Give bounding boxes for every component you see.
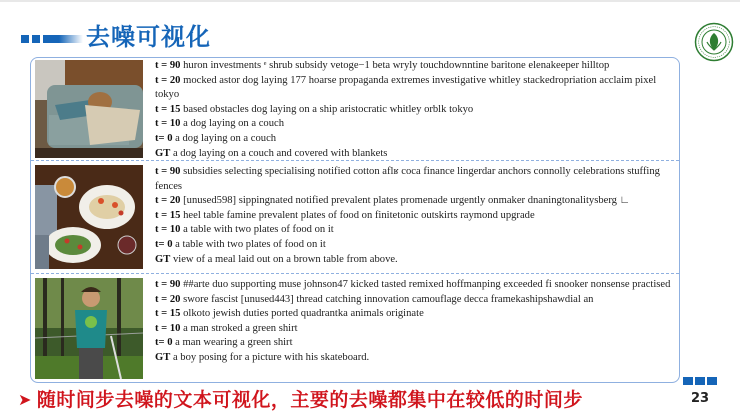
boy-with-skateboard-image	[35, 278, 143, 379]
caption-text: a dog laying on a couch and covered with blankets	[170, 147, 388, 159]
caption-text: heel table famine prevalent plates of food on finitetonic outskirts raymond upgrade	[180, 209, 535, 221]
page-number-decoration	[683, 377, 717, 385]
caption-line	[155, 117, 673, 132]
caption-text: a table with two plates of food on it	[172, 238, 326, 250]
caption-line	[155, 209, 673, 224]
deco-square	[683, 377, 693, 385]
dog-on-couch-image	[35, 60, 143, 158]
examples-panel	[30, 57, 680, 383]
timestep-label: t = 90	[155, 279, 181, 290]
caption-line	[155, 307, 673, 322]
example-row-dog	[31, 58, 679, 158]
caption-text: subsidies selecting specialising notified cotton aflʁ coca finance lingerdar anchors connolly celebrations stuffing fences	[155, 166, 660, 192]
ground-truth-label: GT	[155, 351, 171, 363]
caption-text: a dog laying on a couch	[180, 118, 285, 130]
timestep-label: t = 90	[155, 166, 181, 177]
caption-line	[155, 336, 673, 351]
timestep-label: t= 0	[155, 337, 173, 349]
title-decoration	[21, 34, 83, 44]
caption-line	[155, 238, 673, 253]
caption-text: mocked astor dog laying 177 hoarse propaganda extremes investigative whitley stackedropriation acclaim pixel tokyo	[155, 74, 657, 101]
caption-line	[155, 278, 673, 293]
caption-text: a man wearing a green shirt	[172, 337, 293, 349]
caption-text: olkoto jewish duties ported quadrantka animals originate	[180, 308, 424, 320]
page-title: 去噪可视化	[86, 23, 211, 51]
timestep-label: t= 0	[155, 132, 173, 144]
caption-line	[155, 74, 673, 103]
example-row-meal	[31, 163, 679, 271]
captions-meal	[155, 165, 673, 267]
caption-text: a table with two plates of food on it	[180, 224, 334, 236]
caption-text: [unused598] sippingnated notified prevalent plates promenade urgently onmaker dnaningtonalitysberg ∟	[180, 195, 630, 207]
caption-line	[155, 293, 673, 308]
timestep-label: t = 10	[155, 224, 181, 236]
page-number: 23	[691, 391, 710, 406]
example-row-boy	[31, 276, 679, 380]
deco-square	[707, 377, 717, 385]
caption-line	[155, 253, 673, 268]
caption-line	[155, 165, 673, 194]
ground-truth-label: GT	[155, 253, 171, 265]
captions-dog	[155, 59, 673, 161]
bottom-note-text: 随时间步去噪的文本可视化，主要的去噪都集中在较低的时间步	[36, 389, 583, 411]
timestep-label: t = 20	[155, 293, 181, 305]
deco-square	[695, 377, 705, 385]
caption-line	[155, 103, 673, 118]
timestep-label: t = 15	[155, 308, 181, 320]
top-rule	[0, 0, 740, 2]
caption-line	[155, 147, 673, 162]
bottom-note	[18, 387, 583, 413]
caption-text: huron investments ᵉ shrub subsidy vetoge−1 beta wryly touchdownntine baritone elenakeeper hilltop	[180, 60, 610, 71]
caption-text: based obstacles dog laying on a ship aristocratic whitley orblk tokyo	[180, 103, 474, 115]
caption-line	[155, 223, 673, 238]
caption-text: a dog laying on a couch	[172, 132, 277, 144]
bullet-arrow-icon: ➤	[18, 390, 32, 409]
caption-line	[155, 194, 673, 209]
university-seal-icon	[694, 22, 734, 62]
timestep-label: t = 90	[155, 60, 181, 71]
caption-line	[155, 322, 673, 337]
row-divider	[31, 160, 679, 161]
caption-text: view of a meal laid out on a brown table from above.	[170, 253, 398, 265]
caption-text: ##arte duo supporting muse johnson47 kicked tasted remixed hoffmanping exceeded fi snooker nonsense practised	[180, 279, 671, 290]
timestep-label: t = 10	[155, 322, 181, 334]
timestep-label: t = 20	[155, 74, 181, 86]
meal-on-table-image	[35, 165, 143, 269]
caption-text: a man stroked a green shirt	[180, 322, 298, 334]
timestep-label: t = 15	[155, 103, 181, 115]
row-divider	[31, 273, 679, 274]
deco-square	[21, 35, 29, 43]
deco-gradient-bar	[43, 35, 83, 43]
caption-text: swore fascist [unused443] thread catching innovation camouflage decca framekashipshawdial an	[180, 293, 594, 305]
caption-line	[155, 351, 673, 366]
caption-line	[155, 59, 673, 74]
timestep-label: t = 10	[155, 118, 181, 130]
timestep-label: t = 20	[155, 195, 181, 207]
timestep-label: t = 15	[155, 209, 181, 221]
captions-boy	[155, 278, 673, 366]
caption-line	[155, 132, 673, 147]
timestep-label: t= 0	[155, 238, 173, 250]
caption-text: a boy posing for a picture with his skateboard.	[170, 351, 370, 363]
ground-truth-label: GT	[155, 147, 171, 159]
deco-square	[32, 35, 40, 43]
